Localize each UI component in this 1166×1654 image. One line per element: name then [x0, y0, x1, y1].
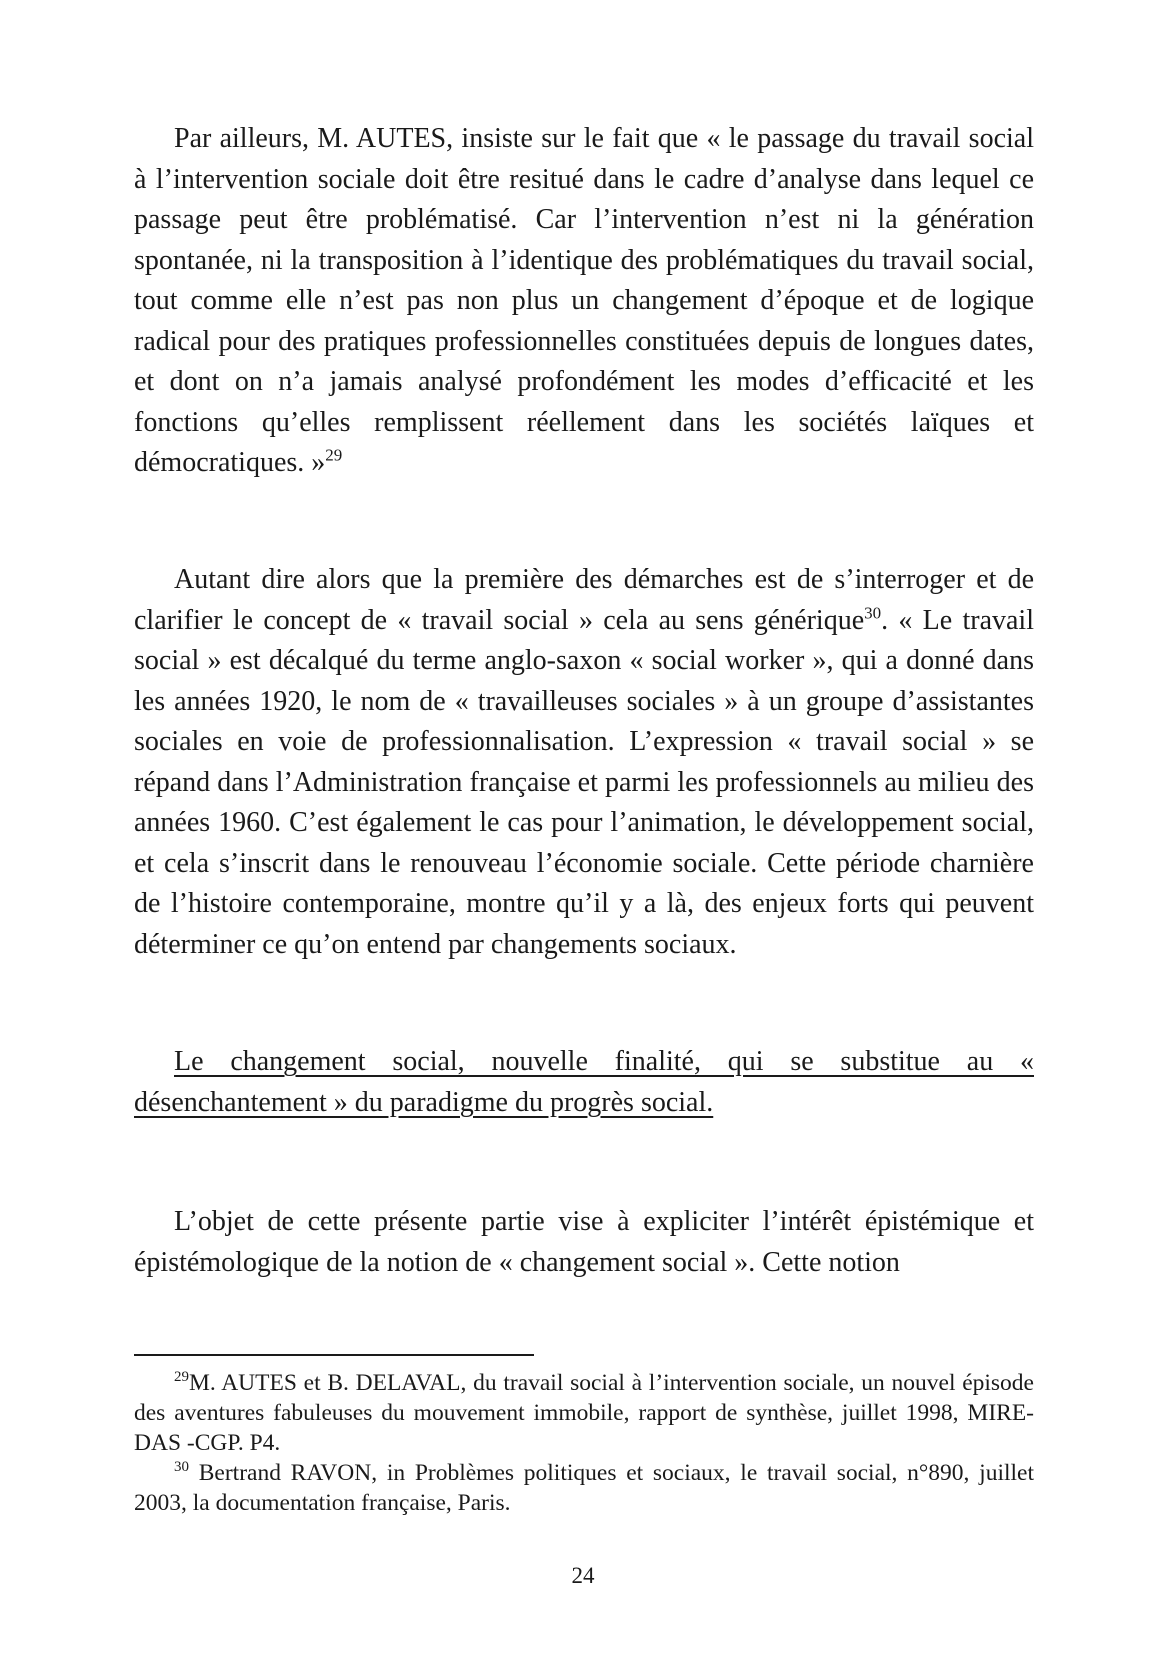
footnote-separator [134, 1354, 534, 1356]
section-heading [134, 1042, 1034, 1123]
footnote-text: Bertrand RAVON, in Problèmes politiques et sociaux, le travail social, n°890, juillet 2003, la documentation française, Paris. [134, 1460, 1034, 1516]
paragraph-text-before-ref: Autant dire alors que la première des démarches est de s’interroger et de clarifier le concept de « travail social » cela au sens générique [134, 564, 1034, 636]
paragraph-text: L’objet de cette présente partie vise à expliciter l’intérêt épistémique et épistémologique de la notion de « changement social ». Cette notion [134, 1206, 1034, 1278]
footnotes [134, 1368, 1034, 1518]
paragraph-changement-social [134, 1202, 1034, 1283]
footnote-text: M. AUTES et B. DELAVAL, du travail social à l’intervention sociale, un nouvel épisode des aventures fabuleuses du mouvement immobile, rapport de synthèse, juillet 1998, MIRE-DAS -CGP. P4. [134, 1370, 1034, 1456]
section-heading-text: Le changement social, nouvelle finalité, qui se substitue au « désenchantement » du paradigme du progrès social. [134, 1046, 1034, 1118]
footnote-ref-29: 29 [325, 445, 343, 465]
footnote-30 [134, 1458, 1034, 1518]
footnote-number: 29 [174, 1369, 189, 1386]
paragraph-text: Par ailleurs, M. AUTES, insiste sur le fait que « le passage du travail social à l’intervention sociale doit être resitué dans le cadre d’analyse dans lequel ce passage peut être problématisé. Car l’intervention n’est ni la génération spontanée, ni la transposition à l’identique des problématiques du travail social, tout comme elle n’est pas non plus un changement d’époque et de logique radical pour des pratiques professionnelles constituées depuis de longues dates, et dont on n’a jamais analysé profondément les modes d’efficacité et les fonctions qu’elles remplissent réellement dans les sociétés laïques et démocratiques. » [134, 123, 1034, 478]
footnote-ref-30: 30 [864, 603, 882, 623]
paragraph-travail-social-definition [134, 560, 1034, 965]
footnote-29 [134, 1368, 1034, 1458]
page-number: 24 [571, 1563, 595, 1588]
paragraph-text-after-ref: . « Le travail social » est décalqué du terme anglo-saxon « social worker », qui a donné dans les années 1920, le nom de « travailleuses sociales » à un groupe d’assistantes sociales en voie de professionnalisation. L’expression « travail social » se répand dans l’Administration française et parmi les professionnels au milieu des années 1960. C’est également le cas pour l’animation, le développement social, et cela s’inscrit dans le renouveau l’économie sociale. Cette période charnière de l’histoire contemporaine, montre qu’il y a là, des enjeux forts qui peuvent déterminer ce qu’on entend par changements sociaux. [134, 604, 1034, 960]
footnote-number: 30 [174, 1459, 189, 1476]
paragraph-autes-quote [134, 119, 1034, 484]
